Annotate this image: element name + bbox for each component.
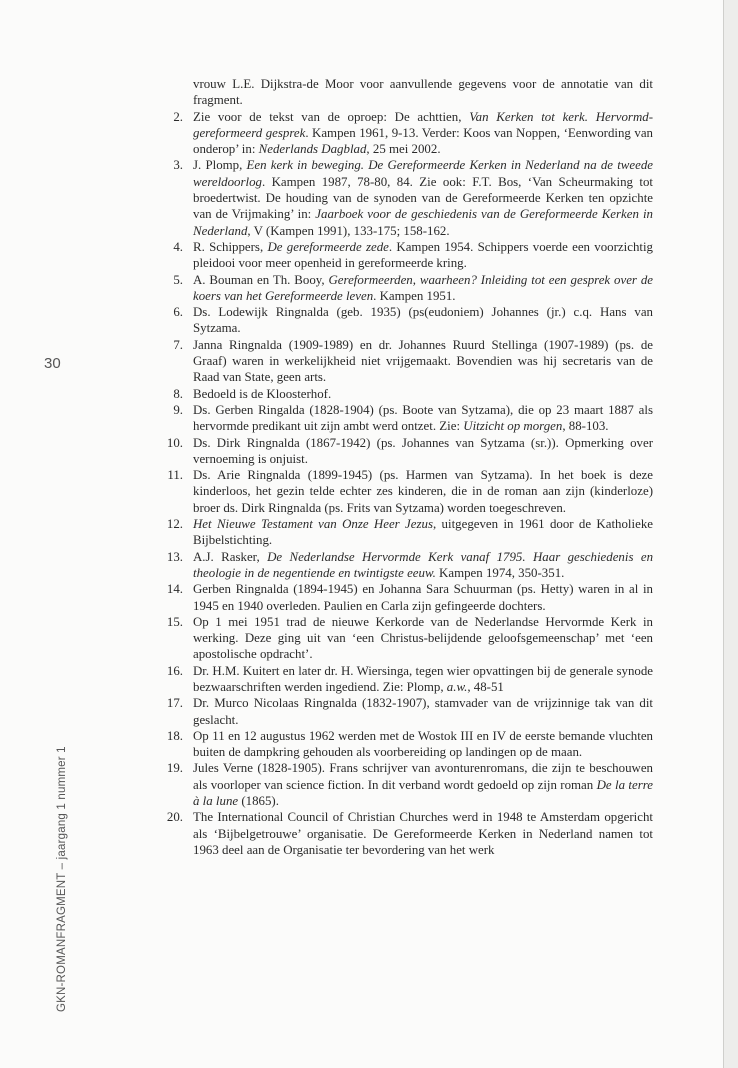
endnote-text-segment: Dr. Murco Nicolaas Ringnalda (1832-1907), stamvader van de vrijzinnige tak van dit geslacht. [193,696,653,727]
endnote-number: 14. [166,582,183,597]
endnote-number: 9. [173,402,183,417]
endnote-title-italic: De la terre à la lune [193,777,653,809]
endnote-text-segment: R. Schippers, [193,239,268,254]
endnote-text-segment: Zie voor de tekst van de oproep: De achttien, [193,109,470,124]
endnote-title-italic: Van Kerken tot kerk. Hervormd-gereformeerd gesprek [193,109,653,140]
endnote [150,614,653,663]
endnote-text [193,549,653,582]
endnote-number: 11. [167,468,183,483]
endnote-text-segment: . Kampen 1951. [373,288,456,303]
endnote-text [193,516,653,549]
page-number: 30 [44,355,61,372]
endnote-title-italic: Nederlands Dagblad [258,142,367,157]
endnote [150,728,653,761]
endnote-title-italic: Een kerk in beweging. De Gereformeerde Kerken in Nederland na de tweede wereldoorlog [193,158,653,189]
endnote-text [193,809,653,858]
endnote [150,760,653,809]
endnote-text-segment: , uitgegeven in 1961 door de Katholieke Bijbelstichting. [193,517,653,548]
endnote-number: 3. [173,158,183,173]
endnote [150,239,653,272]
endnote-text-segment: , 25 mei 2002. [366,142,441,157]
endnote-text-segment: A. Bouman en Th. Booy, [193,272,329,287]
endnote [150,581,653,614]
endnote-text [193,614,653,663]
endnote-text-segment: J. Plomp, [193,158,247,173]
endnote-text [193,386,653,402]
endnote-text-segment: Ds. Dirk Ringnalda (1867-1942) (ps. Johannes van Sytzama (sr.)). Opmerking over vernoeming is onjuist. [193,435,653,466]
endnote-number: 6. [173,305,183,320]
endnote-text [193,663,653,696]
endnote-title-italic: Het Nieuwe Testament van Onze Heer Jezus [193,517,433,532]
endnote-title-italic: Gereformeerden, waarheen? Inleiding tot een gesprek over de koers van het Gereformeerde leven [193,272,653,303]
endnote-text-segment: , V (Kampen 1991), 133-175; 158-162. [247,223,450,238]
endnote-number: 8. [173,386,183,401]
page-edge [723,0,738,1068]
endnote-text-segment: Janna Ringnalda (1909-1989) en dr. Johannes Ruurd Stellinga (1907-1989) (ps. de Graaf) waren in werkelijkheid niet vrijgemaakt. Bovendien was hij secretaris van de Raad van State, geen arts. [193,337,653,385]
endnote-text [193,272,653,305]
endnote-number: 7. [173,337,183,352]
endnote-text [193,581,653,614]
endnote-text-segment: Ds. Arie Ringnalda (1899-1945) (ps. Harmen van Sytzama). In het boek is deze kinderloos, het gezin telde echter zes kinderen, die in de roman aan zijn (kinderloze) broer ds. Dirk Ringnalda (ps. Frits van Sytzama) worden toegeschreven. [193,468,653,515]
endnote-text-segment: The International Council of Christian Churches werd in 1948 te Amsterdam opgericht als ‘Bijbelgetrouwe’ organisatie. De Gereformeerde Kerken in Nederland namen tot 1963 deel aan de Organisatie ter bevordering van het werk [193,810,653,857]
endnote [150,337,653,386]
endnote [150,157,653,238]
endnote-number: 16. [166,663,183,678]
endnote-text-segment: Dr. H.M. Kuitert en later dr. H. Wiersinga, tegen wier opvattingen bij de generale synode bezwaarschriften werden ingediend. Zie: Plomp, [193,663,653,694]
endnote [150,467,653,516]
endnote-number: 2. [173,109,183,124]
endnote-text [193,467,653,516]
endnote-number: 20. [166,810,183,825]
endnote-text-segment: , 88-103. [562,419,609,434]
endnote [150,386,653,402]
note-continuation: vrouw L.E. Dijkstra-de Moor voor aanvullende gegevens voor de annotatie van dit fragment. [193,77,653,108]
endnote [150,109,653,158]
endnote [150,272,653,305]
endnote [150,516,653,549]
endnote-text [193,109,653,158]
endnote-text [193,337,653,386]
endnote-text [193,304,653,337]
endnote-text-segment: A.J. Rasker, [193,549,268,564]
endnote-text-segment: (1865). [238,794,279,809]
endnote-number: 12. [166,517,183,532]
endnote [150,809,653,858]
endnote-text-segment: Ds. Lodewijk Ringnalda (geb. 1935) (ps(eudoniem) Johannes (jr.) c.q. Hans van Sytzama. [193,305,653,336]
endnote [150,549,653,582]
endnote-number: 4. [173,239,183,254]
endnote-text [193,239,653,272]
endnote [150,304,653,337]
endnote-number: 17. [166,696,183,711]
endnote-text-segment: Op 1 mei 1951 trad de nieuwe Kerkorde van de Nederlandse Hervormde Kerk in werking. Deze ging uit van ‘een Christus-belijdende geloofsgemeenschap’ met ‘een apostolische opdracht’. [193,614,653,662]
endnote-title-italic: De gereformeerde zede [267,239,389,254]
endnote-number: 15. [166,614,183,629]
endnote-text [193,760,653,809]
endnote-text-segment: . Kampen 1954. Schippers voerde een voorzichtig pleidooi voor meer openheid in gereformeerde kring. [193,239,653,271]
endnote-text-segment: , 48-51 [467,679,504,694]
endnote-title-italic: Jaarboek voor de geschiedenis van de Gereformeerde Kerken in Nederland [193,207,653,238]
endnote-number: 19. [166,761,183,776]
endnote-text-segment: Bedoeld is de Kloosterhof. [193,386,332,401]
endnote-text-segment: Gerben Ringnalda (1894-1945) en Johanna Sara Schuurman (ps. Hetty) waren in al in 1945 en 1940 overleden. Paulien en Carla zijn gefingeerde dochters. [193,582,653,613]
running-head: GKN-ROMANFRAGMENT – jaargang 1 nummer 1 [56,746,68,1012]
endnote-text [193,402,653,435]
endnote-number: 13. [166,549,183,564]
endnote-text-segment: Jules Verne (1828-1905). Frans schrijver van avonturenromans, die zijn te beschouwen als voorloper van science fiction. In dit verband wordt gedoeld op zijn roman [193,761,653,792]
endnote-number: 10. [166,435,183,450]
endnote-text-segment: . Kampen 1961, 9-13. Verder: Koos van Noppen, ‘Eenwording van onderop’ in: [193,125,653,157]
endnote [150,695,653,728]
endnote [150,435,653,468]
endnote [150,663,653,696]
endnote-text [193,728,653,761]
endnote-text-segment: Kampen 1974, 350-351. [435,565,565,580]
endnotes [150,76,653,858]
endnote-text-segment: Ds. Gerben Ringalda (1828-1904) (ps. Boote van Sytzama), die op 23 maart 1887 als hervormde predikant uit zijn ambt werd ontzet. Zie: [193,402,653,434]
endnote-number: 5. [173,272,183,287]
endnote-text [193,435,653,468]
endnote-title-italic: Uitzicht op morgen [463,419,563,434]
endnote-text-segment: . Kampen 1987, 78-80, 84. Zie ook: F.T. Bos, ‘Van Scheurmaking tot broedertwist. De houding van de synoden van de Gereformeerde Kerken ten opzichte van de Vrijmaking’ in: [193,174,653,222]
endnote-text-segment: Op 11 en 12 augustus 1962 werden met de Wostok III en IV de eerste bemande vluchten buiten de dampkring gehouden als voorbereiding op landingen op de maan. [193,728,653,760]
endnote-title-italic: De Nederlandse Hervormde Kerk vanaf 1795. Haar geschiedenis en theologie in de negentiende en twintigste eeuw. [193,549,654,580]
endnote-title-italic: a.w. [446,679,468,694]
endnote [150,402,653,435]
endnote-text [193,157,653,238]
endnote-number: 18. [166,728,183,743]
endnote-text [193,695,653,728]
